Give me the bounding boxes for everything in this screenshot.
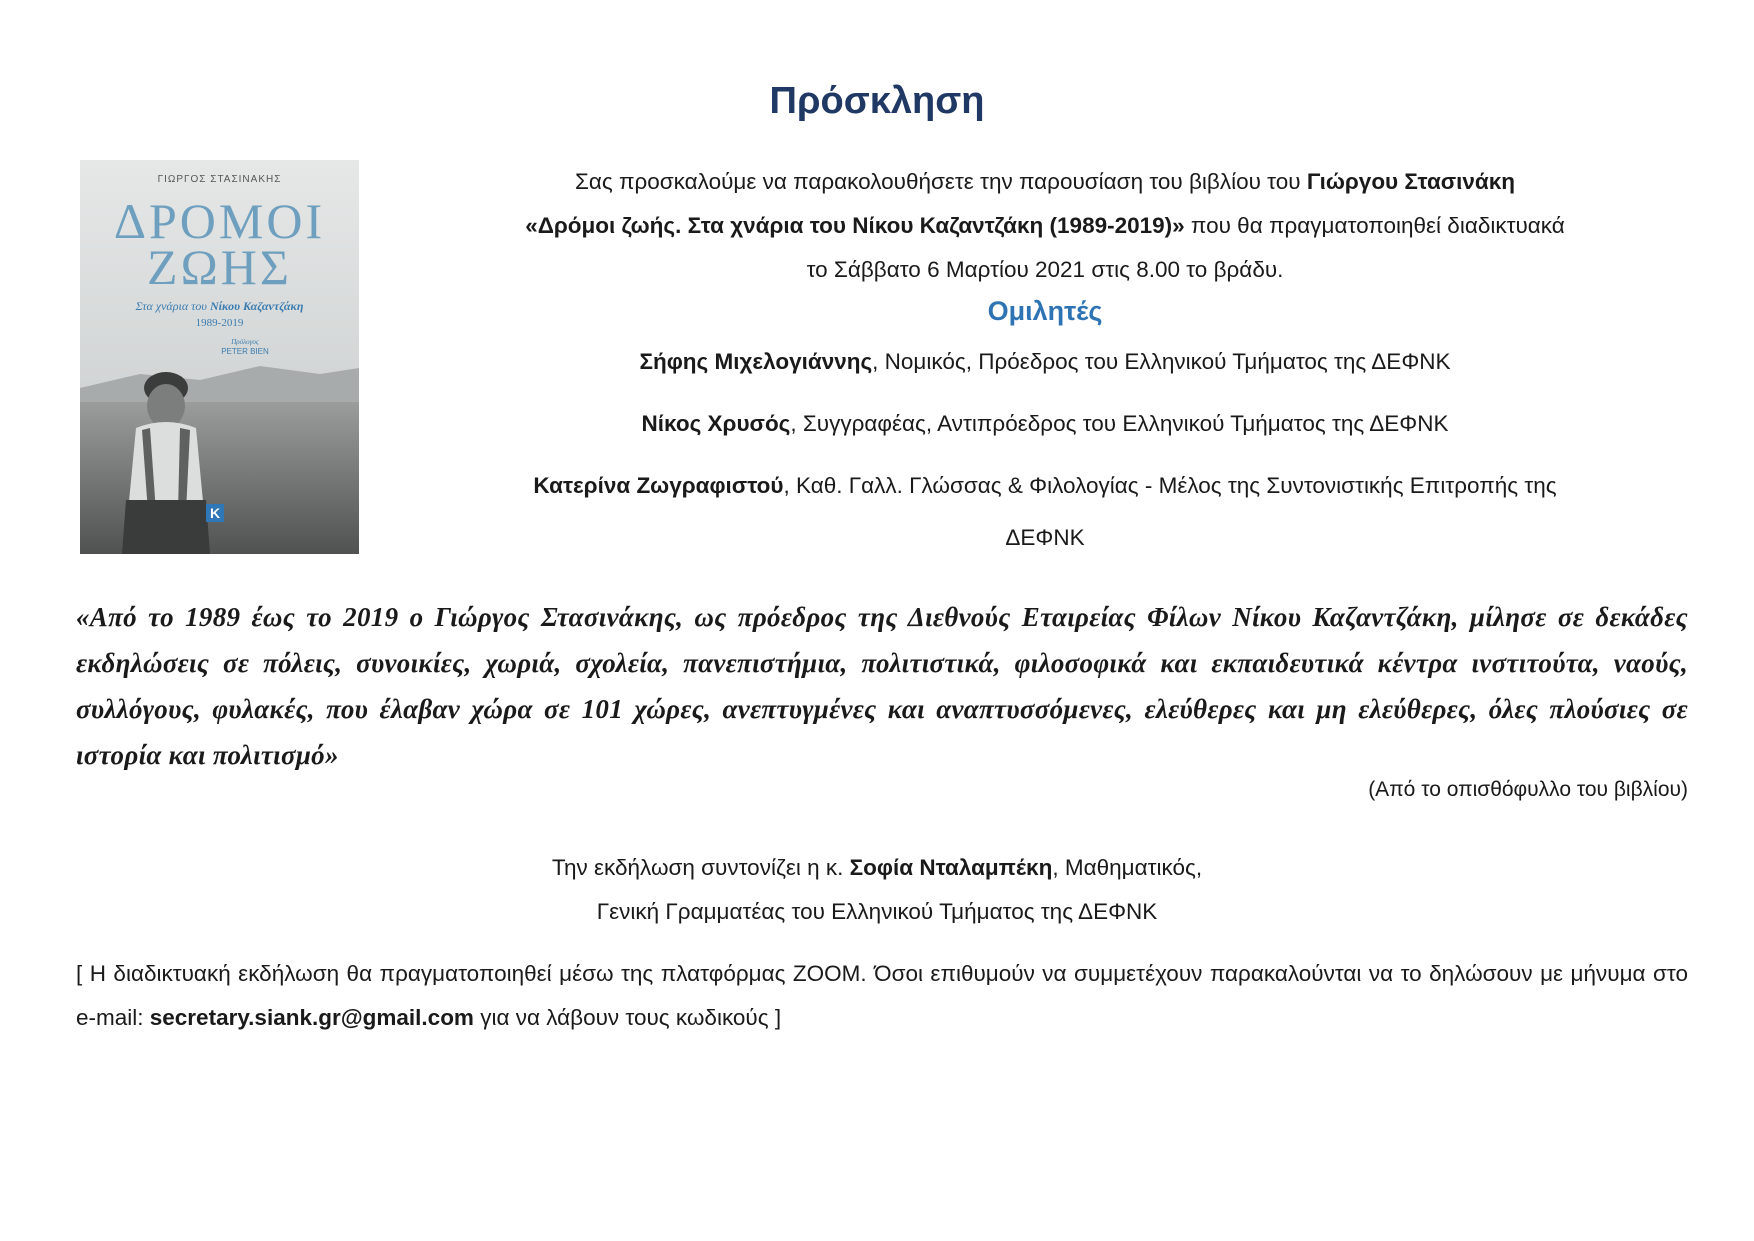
cover-title-line1: ΔΡΟΜΟΙ bbox=[113, 193, 326, 249]
intro-line-2-text: που θα πραγματοποιηθεί διαδικτυακά bbox=[1184, 213, 1565, 238]
book-title: «Δρόμοι ζωής. Στα χνάρια του Νίκου Καζαντζάκη (1989-2019)» bbox=[525, 213, 1185, 238]
speaker-3 bbox=[360, 460, 1730, 564]
speaker-name: Κατερίνα Ζωγραφιστού bbox=[533, 473, 784, 498]
moderator-name: Σοφία Νταλαμπέκη bbox=[849, 855, 1053, 880]
contact-email: secretary.siank.gr@gmail.com bbox=[149, 1005, 474, 1030]
cover-years: 1989-2019 bbox=[195, 317, 244, 329]
book-quote: «Από το 1989 έως το 2019 ο Γιώργος Στασινάκης, ως πρόεδρος της Διεθνούς Εταιρείας Φίλων Νίκου Καζαντζάκη, μίλησε σε δεκάδες εκδηλώσεις σε πόλεις, συνοικίες, χωριά, σχολεία, πανεπιστήμια, πολιτιστικά, φιλοσοφικά και εκπαιδευτικά κέντρα ινστιτούτα, ναούς, συλλόγους, φυλακές, που έλαβαν χώρα σε 101 χώρες, ανεπτυγμένες και αναπτυσσόμενες, ελεύθερες και μη ελεύθερες, όλες πλούσιες σε ιστορία και πολιτισμό» bbox=[76, 602, 1688, 770]
intro-line-2 bbox=[360, 204, 1730, 248]
speaker-1 bbox=[360, 336, 1730, 388]
quote-source: (Από το οπισθόφυλλο του βιβλίου) bbox=[1368, 778, 1688, 801]
cover-author: ΓΙΩΡΓΟΣ ΣΤΑΣΙΝΑΚΗΣ bbox=[157, 174, 282, 185]
cover-title-line2: ΖΩΗΣ bbox=[147, 239, 292, 295]
speaker-role-line2: ΔΕΦΝΚ bbox=[1005, 525, 1085, 550]
notice-text: [ Η διαδικτυακή εκδήλωση θα πραγματοποιηθεί μέσω της πλατφόρμας ZOOM. Όσοι επιθυμούν να συμμετέχουν παρακαλούνται να το δηλώσουν με μήνυμα στο e-mail: bbox=[76, 961, 1688, 1030]
page-title: Πρόσκληση bbox=[769, 80, 985, 122]
zoom-notice bbox=[76, 952, 1688, 1040]
speaker-role: , Καθ. Γαλλ. Γλώσσας & Φιλολογίας - Μέλος της Συντονιστικής Επιτροπής της bbox=[783, 473, 1557, 498]
speakers-heading: Ομιλητές bbox=[987, 296, 1103, 326]
book-cover-image bbox=[80, 160, 359, 554]
cover-preface-name: PETER BIEN bbox=[221, 347, 269, 356]
moderator-text bbox=[0, 846, 1754, 934]
speaker-name: Σήφης Μιχελογιάννης bbox=[639, 349, 873, 374]
invitation-text bbox=[360, 160, 1730, 292]
notice-text-end: για να λάβουν τους κωδικούς ] bbox=[473, 1005, 782, 1030]
cover-subtitle-bold: Νίκου Καζαντζάκη bbox=[209, 299, 304, 313]
publisher-logo: K bbox=[209, 505, 221, 521]
intro-line-3: το Σάββατο 6 Μαρτίου 2021 στις 8.00 το βράδυ. bbox=[806, 257, 1284, 282]
moderator-profession: , Μαθηματικός, bbox=[1052, 855, 1203, 880]
svg-text:Στα χνάρια του Νίκου Καζαντζάκ bbox=[135, 299, 304, 313]
moderator-role: Γενική Γραμματέας του Ελληνικού Τμήματος της ΔΕΦΝΚ bbox=[596, 899, 1158, 924]
cover-preface-label: Πρόλογος bbox=[231, 338, 259, 346]
intro-line-1 bbox=[360, 160, 1730, 204]
speaker-name: Νίκος Χρυσός bbox=[641, 411, 791, 436]
intro-line-1-text: Σας προσκαλούμε να παρακολουθήσετε την παρουσίαση του βιβλίου του bbox=[574, 169, 1307, 194]
speaker-role: , Συγγραφέας, Αντιπρόεδρος του Ελληνικού Τμήματος της ΔΕΦΝΚ bbox=[790, 411, 1449, 436]
cover-subtitle-plain: Στα χνάρια του bbox=[135, 299, 210, 313]
moderator-intro: Την εκδήλωση συντονίζει η κ. bbox=[551, 855, 850, 880]
speaker-2 bbox=[360, 398, 1730, 450]
author-name: Γιώργου Στασινάκη bbox=[1306, 169, 1516, 194]
speaker-role: , Νομικός, Πρόεδρος του Ελληνικού Τμήματος της ΔΕΦΝΚ bbox=[872, 349, 1451, 374]
